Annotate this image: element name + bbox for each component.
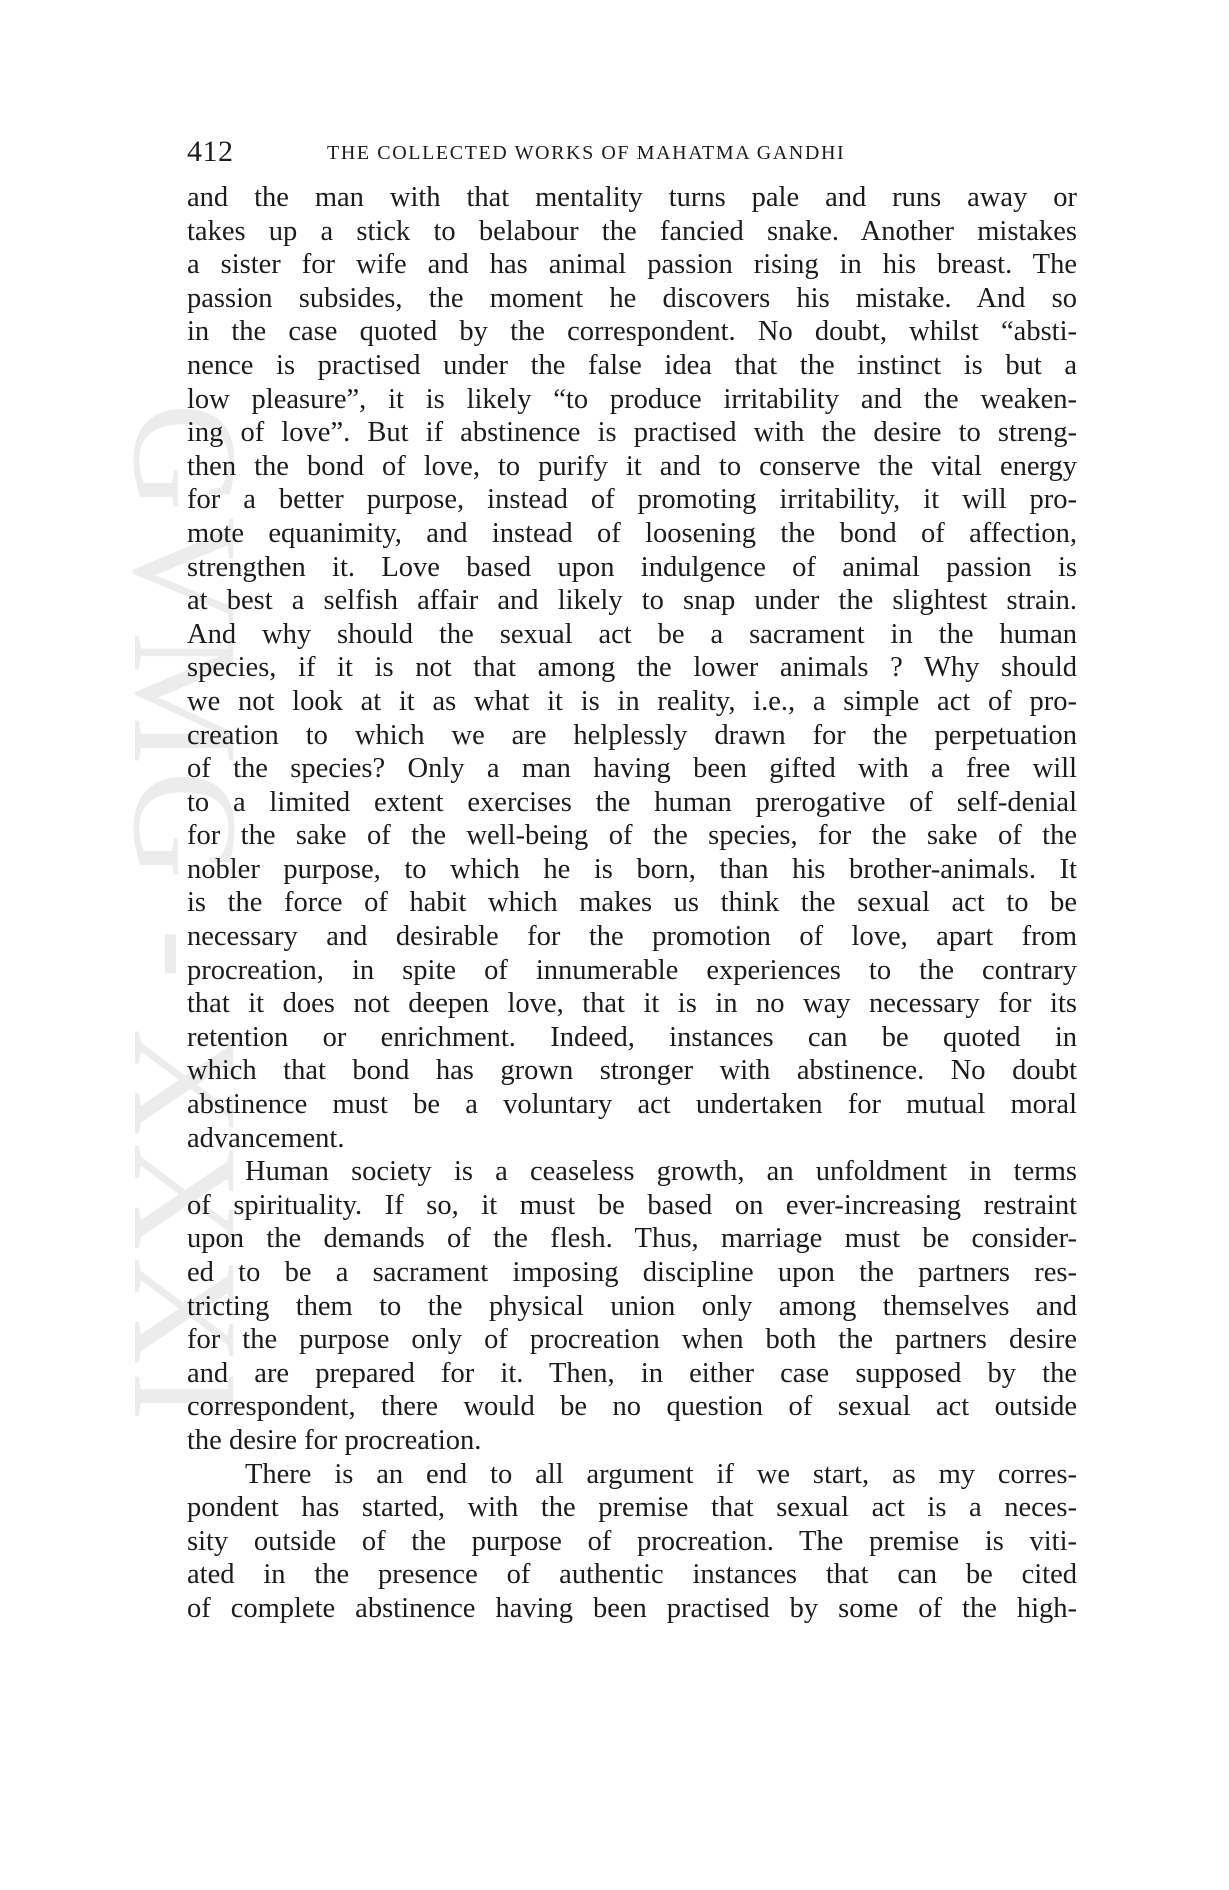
text-line: in the case quoted by the correspondent. No doubt, whilst “absti- [187,316,1077,348]
text-line: strengthen it. Love based upon indulgence of animal passion is [187,551,1077,583]
text-line: abstinence must be a voluntary act undertaken for mutual moral [187,1089,1077,1121]
text-line: creation to which we are helplessly drawn for the perpetuation [187,719,1077,751]
text-line: nobler purpose, to which he is born, than his brother-animals. It [187,853,1077,885]
body-text [187,181,1077,1626]
text-line: ing of love”. But if abstinence is practised with the desire to streng- [187,417,1077,449]
text-line: mote equanimity, and instead of loosening the bond of affection, [187,517,1077,549]
running-head: THE COLLECTED WORKS OF MAHATMA GANDHI [327,142,846,164]
text-line: takes up a stick to belabour the fancied snake. Another mistakes [187,215,1077,247]
text-line: sity outside of the purpose of procreation. The premise is viti- [187,1525,1077,1557]
text-line: a sister for wife and has animal passion rising in his breast. The [187,249,1077,281]
text-line: nence is practised under the false idea that the instinct is but a [187,349,1077,381]
text-line: at best a selfish affair and likely to snap under the slightest strain. [187,585,1077,617]
text-line: for the sake of the well-being of the species, for the sake of the [187,820,1077,852]
text-line: which that bond has grown stronger with abstinence. No doubt [187,1055,1077,1087]
text-line: of complete abstinence having been practised by some of the high- [187,1592,1077,1624]
text-line: And why should the sexual act be a sacrament in the human [187,618,1077,650]
page-number: 412 [187,135,234,168]
text-line: retention or enrichment. Indeed, instances can be quoted in [187,1021,1077,1053]
text-line: species, if it is not that among the lower animals ? Why should [187,652,1077,684]
text-line: is the force of habit which makes us think the sexual act to be [187,887,1077,919]
text-line: of the species? Only a man having been gifted with a free will [187,753,1077,785]
text-line: then the bond of love, to purify it and to conserve the vital energy [187,450,1077,482]
text-line: pondent has started, with the premise that sexual act is a neces- [187,1492,1077,1524]
text-line: advancement. [187,1122,345,1154]
text-line: for the purpose only of procreation when both the partners desire [187,1324,1077,1356]
text-line: upon the demands of the flesh. Thus, marriage must be consider- [187,1223,1077,1255]
text-line: There is an end to all argument if we start, as my corres- [245,1458,1077,1490]
page-header [187,132,1077,172]
text-line: ated in the presence of authentic instances that can be cited [187,1559,1077,1591]
text-line: ed to be a sacrament imposing discipline upon the partners res- [187,1257,1077,1288]
text-line: necessary and desirable for the promotion of love, apart from [187,921,1077,953]
paragraph [187,181,1077,1155]
text-line: low pleasure”, it is likely “to produce irritability and the weaken- [187,383,1077,415]
text-line: we not look at it as what it is in reality, i.e., a simple act of pro- [187,685,1077,717]
text-line: the desire for procreation. [187,1424,482,1456]
text-line: for a better purpose, instead of promoting irritability, it will pro- [187,484,1077,516]
paragraph [187,1155,1077,1457]
text-line: that it does not deepen love, that it is in no way necessary for its [187,988,1077,1020]
text-line: passion subsides, the moment he discovers his mistake. And so [187,282,1077,314]
text-line: and are prepared for it. Then, in either case supposed by the [187,1357,1077,1389]
text-line: correspondent, there would be no question of sexual act outside [187,1391,1077,1423]
text-line: procreation, in spite of innumerable experiences to the contrary [187,954,1077,986]
paragraph [187,1458,1077,1626]
text-line: and the man with that mentality turns pale and runs away or [187,182,1077,213]
text-line: to a limited extent exercises the human prerogative of self-denial [187,786,1077,818]
text-line: of spirituality. If so, it must be based on ever-increasing restraint [187,1189,1077,1221]
text-line: Human society is a ceaseless growth, an unfoldment in terms [245,1156,1077,1188]
watermark-text: GVMG XXXI [102,402,245,1428]
text-line: tricting them to the physical union only among themselves and [187,1290,1077,1322]
